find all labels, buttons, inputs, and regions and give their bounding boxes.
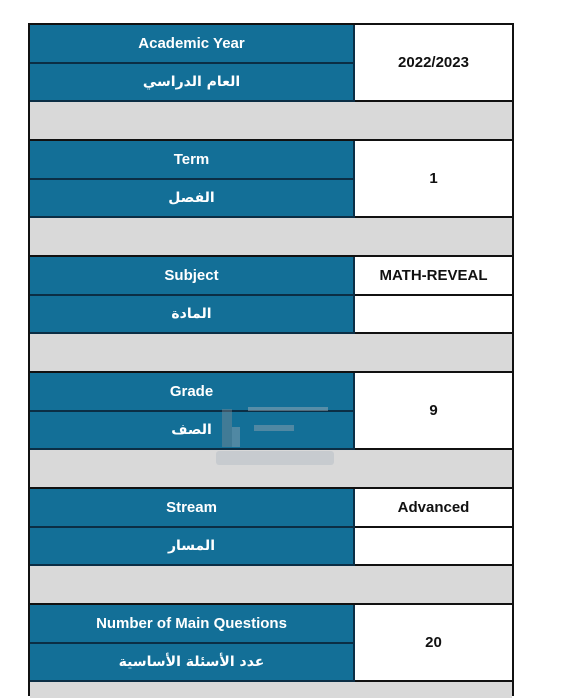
subject-label-en: Subject [30,257,355,296]
subject-value-ar [355,296,512,334]
grade-value: 9 [355,373,512,450]
info-table [28,23,514,696]
stream-value-ar [355,528,512,566]
questions-label-ar: عدد الأسئلة الأساسية [30,644,355,682]
academic-year-label-en: Academic Year [30,25,355,64]
separator-row [30,566,512,605]
grade-label-en: Grade [30,373,355,412]
subject-label-ar: المادة [30,296,355,334]
academic-year-label-ar: العام الدراسي [30,64,355,102]
subject-value-en: MATH-REVEAL [355,257,512,296]
questions-label-en: Number of Main Questions [30,605,355,644]
academic-year-value: 2022/2023 [355,25,512,102]
term-label-en: Term [30,141,355,180]
separator-row [30,450,512,489]
stream-label-ar: المسار [30,528,355,566]
separator-row [30,218,512,257]
stream-value-en: Advanced [355,489,512,528]
separator-row [30,102,512,141]
grade-label-ar: الصف [30,412,355,450]
separator-row [30,334,512,373]
term-label-ar: الفصل [30,180,355,218]
stream-label-en: Stream [30,489,355,528]
questions-value: 20 [355,605,512,682]
term-value: 1 [355,141,512,218]
